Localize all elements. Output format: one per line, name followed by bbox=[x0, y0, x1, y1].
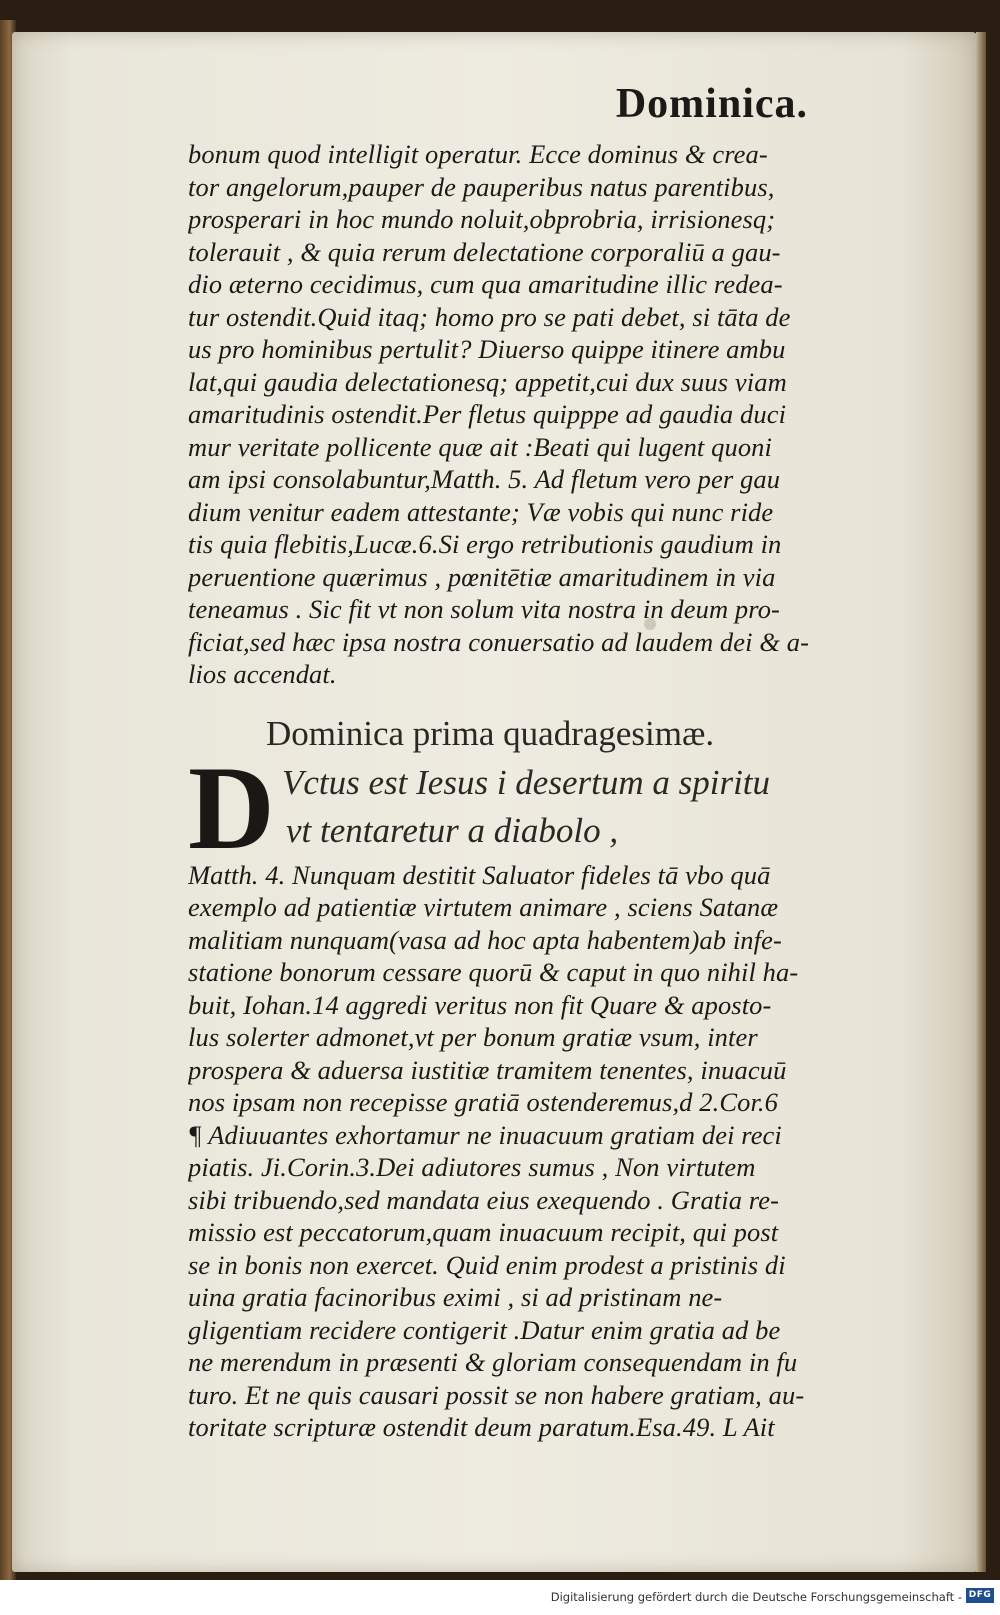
text-block bbox=[188, 80, 908, 1444]
book-page bbox=[12, 32, 978, 1572]
text-line: tis quia flebitis,Lucæ.6.Si ergo retributionis gaudium in bbox=[188, 529, 782, 559]
text-line: lios accendat. bbox=[188, 659, 337, 689]
text-line: teneamus . Sic fit vt non solum vita nostra in deum pro- bbox=[188, 594, 780, 624]
footer-credit: Digitalisierung gefördert durch die Deutsche Forschungsgemeinschaft - bbox=[550, 1590, 962, 1604]
text-line: ne merendum in præsenti & gloriam consequendam in fu bbox=[188, 1347, 798, 1377]
opening-sentence bbox=[188, 740, 908, 874]
text-line: Matth. 4. Nunquam destitit Saluator fideles tā vbo quā bbox=[188, 859, 771, 890]
text-line: sibi tribuendo,sed mandata eius exequendo . Gratia re- bbox=[188, 1184, 780, 1215]
text-line: piatis. Ji.Corin.3.Dei adiutores sumus , Non virtutem bbox=[188, 1152, 756, 1182]
opening-line-1: Vctus est Iesus i desertum a spiritu bbox=[282, 762, 771, 802]
text-line: dium venitur eadem attestante; Væ vobis qui nunc ride bbox=[188, 496, 774, 527]
text-line: se in bonis non exercet. Quid enim prodest a pristinis di bbox=[188, 1249, 786, 1280]
text-line: exemplo ad patientiæ virtutem animare , sciens Satanæ bbox=[188, 892, 779, 922]
text-line: lus solerter admonet,vt per bonum gratiæ vsum, inter bbox=[188, 1022, 758, 1052]
text-line: tor angelorum,pauper de pauperibus natus parentibus, bbox=[188, 171, 775, 202]
text-line: ¶ Adiuuantes exhortamur ne inuacuum gratiam dei reci bbox=[188, 1119, 782, 1150]
text-line: tolerauit , & quia rerum delectatione corporaliū a gau- bbox=[188, 236, 781, 267]
digitization-footer bbox=[0, 1580, 1000, 1615]
body-paragraph bbox=[188, 859, 908, 1444]
text-line: prosperari in hoc mundo noluit,obprobria, irrisionesq; bbox=[188, 204, 776, 234]
text-line: turo. Et ne quis causari possit se non habere gratiam, au- bbox=[188, 1379, 805, 1410]
page-edge bbox=[976, 32, 986, 1572]
text-line: amaritudinis ostendit.Per fletus quipppe ad gaudia duci bbox=[188, 399, 787, 429]
text-line: am ipsi consolabuntur,Matth. 5. Ad fletum vero per gau bbox=[188, 464, 781, 494]
text-line: nos ipsam non recepisse gratiā ostenderemus,d 2.Cor.6 bbox=[188, 1087, 778, 1117]
text-line: missio est peccatorum,quam inuacuum recipit, qui post bbox=[188, 1217, 779, 1247]
text-line: lat,qui gaudia delectationesq; appetit,cui dux suus viam bbox=[188, 366, 787, 397]
running-head: Dominica. bbox=[615, 81, 808, 127]
text-line: buit, Iohan.14 aggredi veritus non fit Quare & aposto- bbox=[188, 989, 772, 1020]
text-line: malitiam nunquam(vasa ad hoc apta habentem)ab infe- bbox=[188, 924, 782, 955]
opening-line-2: vt tentaretur a diabolo , bbox=[286, 810, 619, 850]
decorated-initial: D bbox=[188, 740, 275, 874]
text-line: bonum quod intelligit operatur. Ecce dominus & crea- bbox=[188, 139, 768, 169]
text-line: gligentiam recidere contigerit .Datur enim gratia ad be bbox=[188, 1314, 781, 1345]
dfg-logo: DFG bbox=[966, 1588, 994, 1603]
text-line: mur veritate pollicente quæ ait :Beati qui lugent quoni bbox=[188, 431, 772, 462]
text-line: tur ostendit.Quid itaq; homo pro se pati debet, si tāta de bbox=[188, 301, 791, 332]
text-line: us pro hominibus pertulit? Diuerso quippe itinere ambu bbox=[188, 334, 786, 364]
text-line: dio æterno cecidimus, cum qua amaritudine illic redea- bbox=[188, 269, 783, 299]
text-line: prospera & aduersa iustitiæ tramitem tenentes, inuacuū bbox=[188, 1054, 787, 1085]
top-paragraph bbox=[188, 138, 908, 691]
text-line: peruentione quærimus , pœnitētiæ amaritudinem in via bbox=[188, 561, 776, 592]
text-line: toritate scripturæ ostendit deum paratum.Esa.49. L Ait bbox=[188, 1412, 775, 1442]
text-line: ficiat,sed hæc ipsa nostra conuersatio ad laudem dei & a- bbox=[188, 626, 810, 657]
section-title: Dominica prima quadragesimæ. bbox=[266, 713, 715, 753]
text-line: uina gratia facinoribus eximi , si ad pristinam ne- bbox=[188, 1282, 723, 1312]
text-line: statione bonorum cessare quorū & caput in quo nihil ha- bbox=[188, 957, 799, 987]
